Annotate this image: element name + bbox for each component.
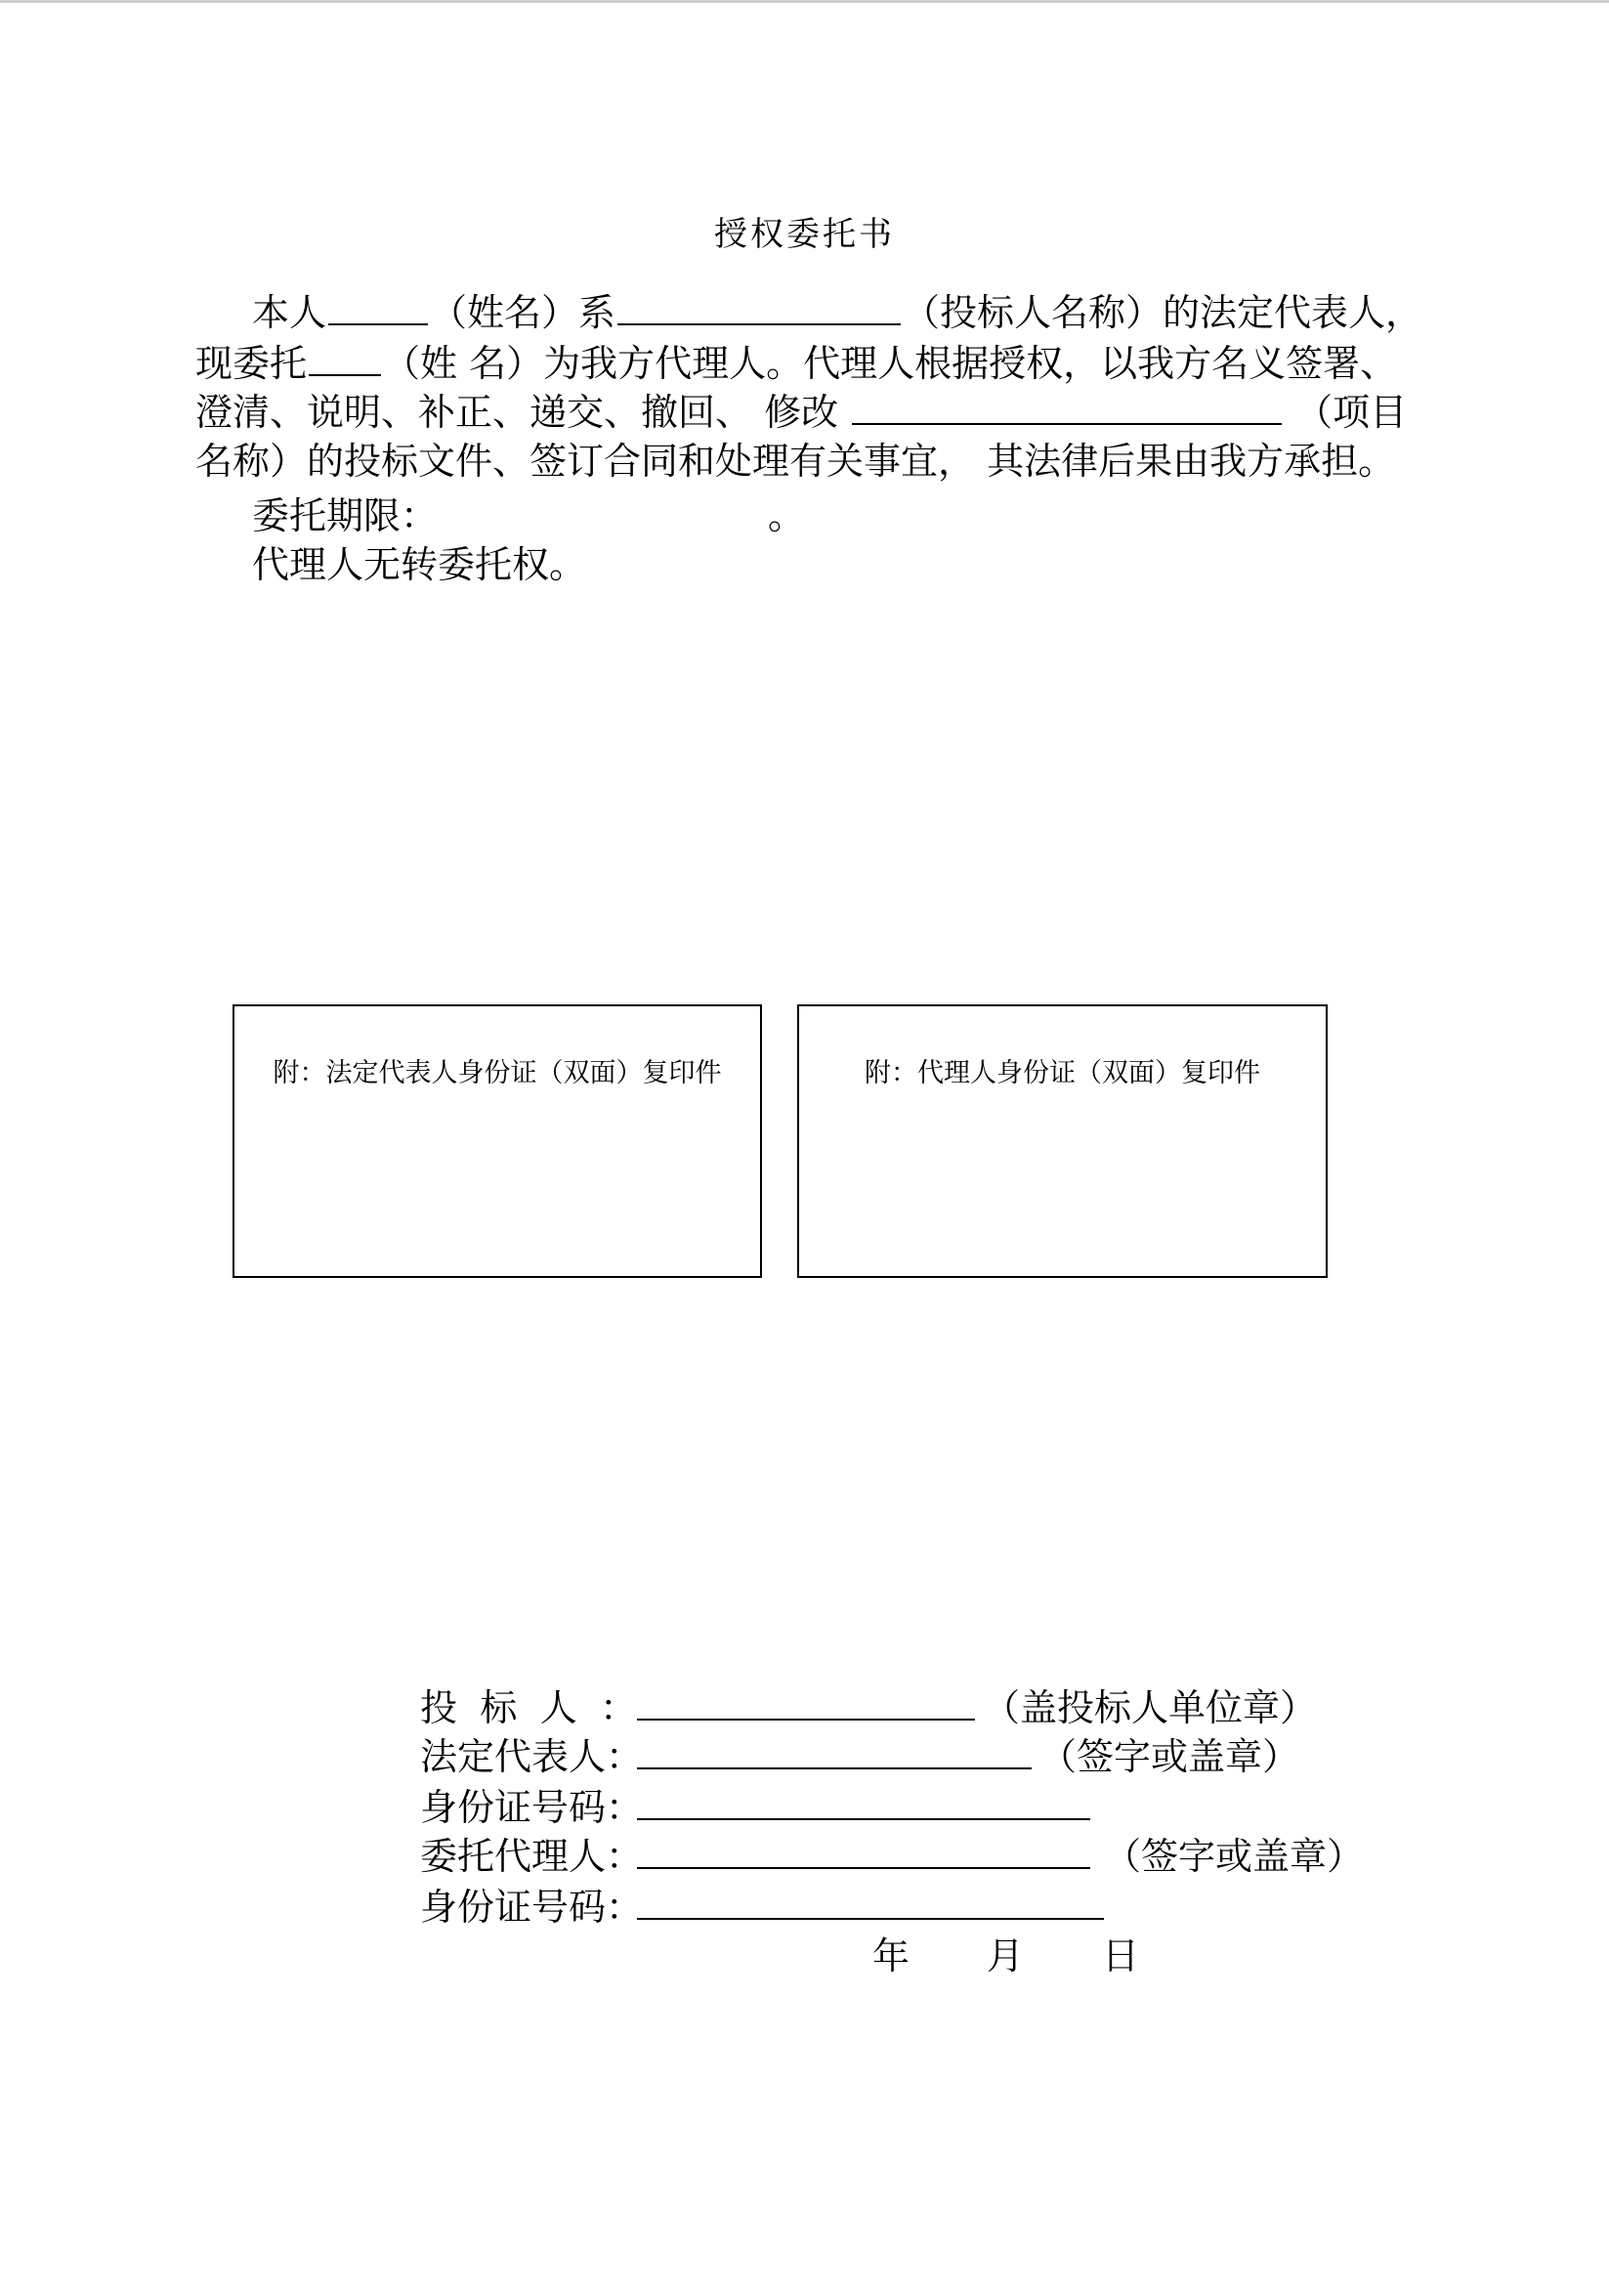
date-day: 日 xyxy=(1102,1935,1140,1977)
body-text: （姓 名）为我方代理人。代理人根据授权，以我方名义签署、 xyxy=(383,342,1398,385)
signature-legal-rep-row xyxy=(420,1733,1299,1780)
no-subdelegation-text: 代理人无转委托权。 xyxy=(252,543,587,586)
term-line xyxy=(252,492,805,539)
agent-id-label: 身份证号码： xyxy=(420,1886,644,1929)
body-text: 名称）的投标文件、签订合同和处理有关事宜， 其法律后果由我方承担。 xyxy=(195,440,1396,483)
body-text: 澄清、说明、补正、递交、撤回、 修改 xyxy=(195,391,839,434)
date-month: 月 xyxy=(987,1935,1025,1977)
body-line-2 xyxy=(195,340,1397,387)
legal-rep-id-copy-box xyxy=(233,1004,762,1278)
no-subdelegation-line xyxy=(252,541,586,588)
name-blank[interactable] xyxy=(328,290,428,325)
agent-id-copy-box xyxy=(797,1004,1328,1278)
scan-top-edge xyxy=(0,0,1609,3)
term-label: 委托期限： xyxy=(252,494,439,537)
signature-agent-row xyxy=(420,1833,1364,1880)
legal-rep-id-label: 身份证号码： xyxy=(420,1786,644,1829)
term-end: 。 xyxy=(768,494,806,537)
signature-agent-id-row xyxy=(420,1884,1106,1931)
agent-label: 委托代理人： xyxy=(420,1835,644,1878)
body-text: 本人 xyxy=(252,291,327,334)
agent-id-blank[interactable] xyxy=(637,1885,1104,1920)
signature-date xyxy=(0,1933,1609,1979)
agent-note: （签字或盖章） xyxy=(1104,1835,1365,1878)
signature-bidder-row xyxy=(420,1684,1317,1731)
legal-rep-note: （签字或盖章） xyxy=(1039,1735,1300,1778)
body-text: （项目 xyxy=(1295,391,1408,434)
body-text: （投标人名称）的法定代表人， xyxy=(903,291,1423,334)
legal-rep-id-blank[interactable] xyxy=(637,1785,1090,1820)
agent-blank[interactable] xyxy=(637,1834,1090,1869)
body-text: 现委托 xyxy=(195,342,308,385)
body-text: （姓名）系 xyxy=(430,291,616,334)
body-line-1 xyxy=(252,289,1422,336)
date-year: 年 xyxy=(872,1935,910,1977)
legal-rep-id-copy-label: 附：法定代表人身份证（双面）复印件 xyxy=(273,1058,722,1088)
agent-id-copy-label: 附：代理人身份证（双面）复印件 xyxy=(865,1058,1260,1088)
legal-rep-label: 法定代表人： xyxy=(420,1735,644,1778)
project-name-blank[interactable] xyxy=(852,390,1282,425)
body-line-3 xyxy=(195,389,1407,436)
bidder-label: 投标人： xyxy=(420,1686,637,1729)
bidder-note: （盖投标人单位章） xyxy=(983,1686,1318,1729)
bidder-name-blank[interactable] xyxy=(617,290,901,325)
agent-name-blank[interactable] xyxy=(309,341,381,376)
body-line-4 xyxy=(195,438,1395,485)
bidder-blank[interactable] xyxy=(637,1685,975,1721)
signature-legal-rep-id-row xyxy=(420,1784,1092,1831)
document-title: 授权委托书 xyxy=(714,215,895,254)
legal-rep-blank[interactable] xyxy=(637,1734,1032,1769)
